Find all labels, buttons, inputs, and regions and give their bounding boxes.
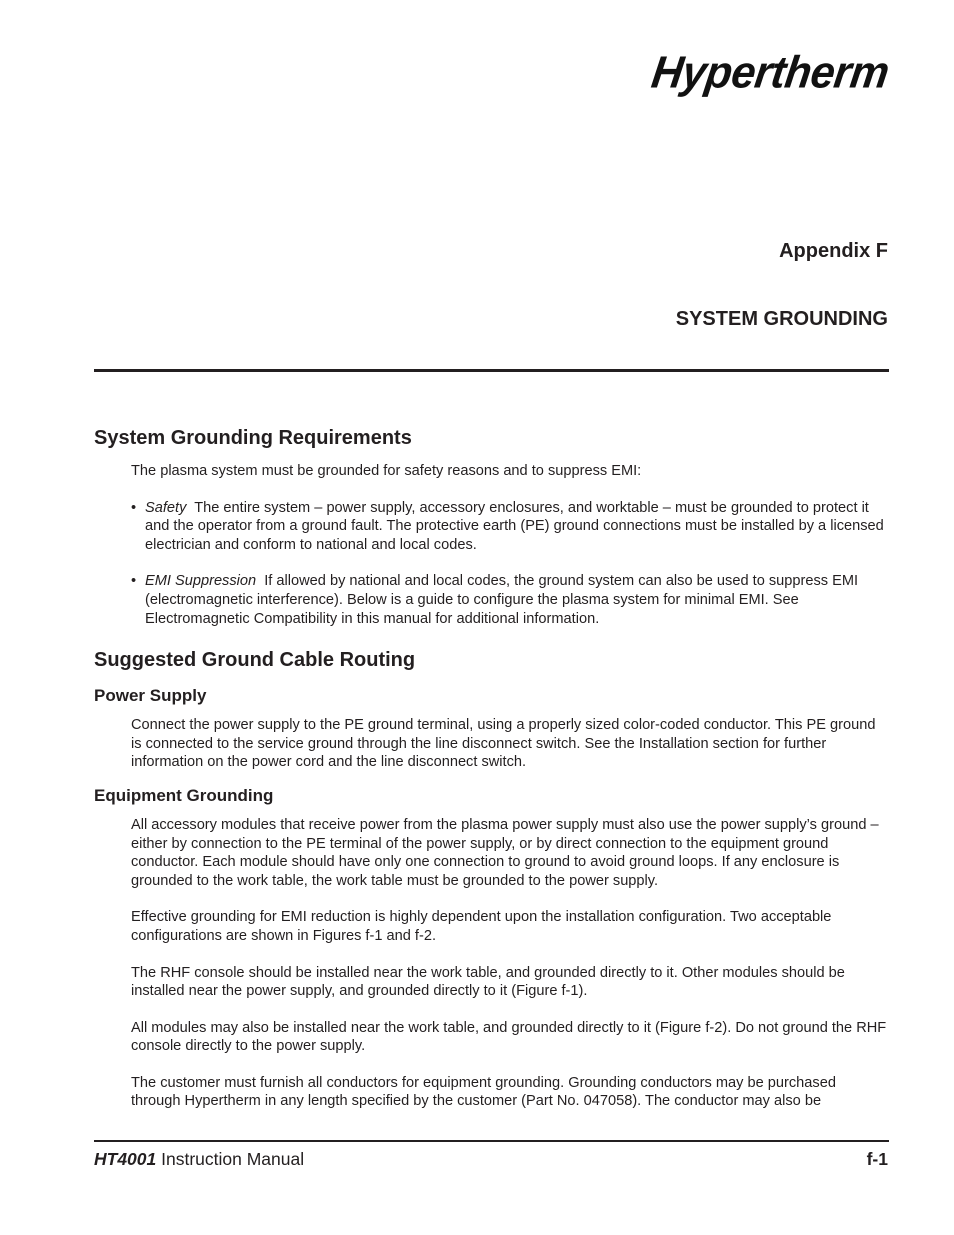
equipment-paragraph: All modules may also be installed near the work table, and grounded directly to it (Figure f-2). Do not ground the RHF console directly to the power supply.	[131, 1019, 887, 1055]
list-item-emi	[131, 572, 889, 628]
subsection-title-equipment-grounding: Equipment Grounding	[94, 785, 274, 805]
equipment-paragraph: The RHF console should be installed near the work table, and grounded directly to it. Other modules should be installed near the power supply, and grounded directly to it (Figure f-1).	[131, 964, 845, 1000]
requirements-intro: The plasma system must be grounded for safety reasons and to suppress EMI:	[131, 463, 642, 479]
model-name: HT4001	[94, 1149, 157, 1169]
section-title-requirements: System Grounding Requirements	[94, 427, 412, 449]
bullet-glyph: •	[131, 573, 137, 590]
header-divider	[94, 369, 889, 372]
manual-label: Instruction Manual	[156, 1149, 305, 1169]
page-body	[94, 424, 889, 1111]
appendix-label: Appendix F	[779, 240, 888, 262]
hypertherm-logo: Hypertherm	[648, 47, 892, 99]
footer-divider	[94, 1140, 889, 1142]
subsection-title-power-supply: Power Supply	[94, 686, 207, 706]
emi-text: If allowed by national and local codes, the ground system can also be used to suppress EMI (electromagnetic interference). Below is a guide to configure the plasma system for minimal EMI. See Electromagnetic Compatibility in this manual for additional information.	[145, 573, 859, 627]
equipment-paragraph: The customer must furnish all conductors for equipment grounding. Grounding conductors may be purchased through Hypertherm in any length specified by the customer (Part No. 047058). The conductor may also be	[131, 1074, 836, 1110]
chapter-title: SYSTEM GROUNDING	[675, 308, 888, 330]
equipment-paragraph: All accessory modules that receive power from the plasma power supply must also use the power supply’s ground – either by connection to the PE terminal of the power supply, or by direct connection to the equipment ground conductor. Each module should have only one connection to ground to avoid ground loops. If any enclosure is grounded to the work table, the work table must be grounded to the power supply.	[131, 816, 879, 889]
bullet-glyph: •	[131, 499, 137, 516]
section-title-routing: Suggested Ground Cable Routing	[94, 649, 416, 672]
equipment-paragraph: Effective grounding for EMI reduction is highly dependent upon the installation configuration. Two acceptable configurations are shown in Figures f-1 and f-2.	[131, 909, 832, 944]
power-supply-text: Connect the power supply to the PE ground terminal, using a properly sized color-coded conductor. This PE ground is connected to the service ground through the line disconnect switch. See the Installation section for further information on the power cord and the line disconnect switch.	[131, 717, 876, 771]
term-safety: Safety	[145, 499, 187, 516]
term-emi-suppression: EMI Suppression	[145, 573, 257, 590]
safety-text: The entire system – power supply, accessory enclosures, and worktable – must be grounded to protect it and the operator from a ground fault. The protective earth (PE) ground connections must be installed by a licensed electrician and conform to national and local codes.	[145, 499, 884, 553]
footer-manual-title	[94, 1150, 304, 1169]
list-item-safety	[131, 499, 889, 555]
requirements-list	[131, 499, 889, 629]
page-number: f-1	[866, 1149, 888, 1169]
